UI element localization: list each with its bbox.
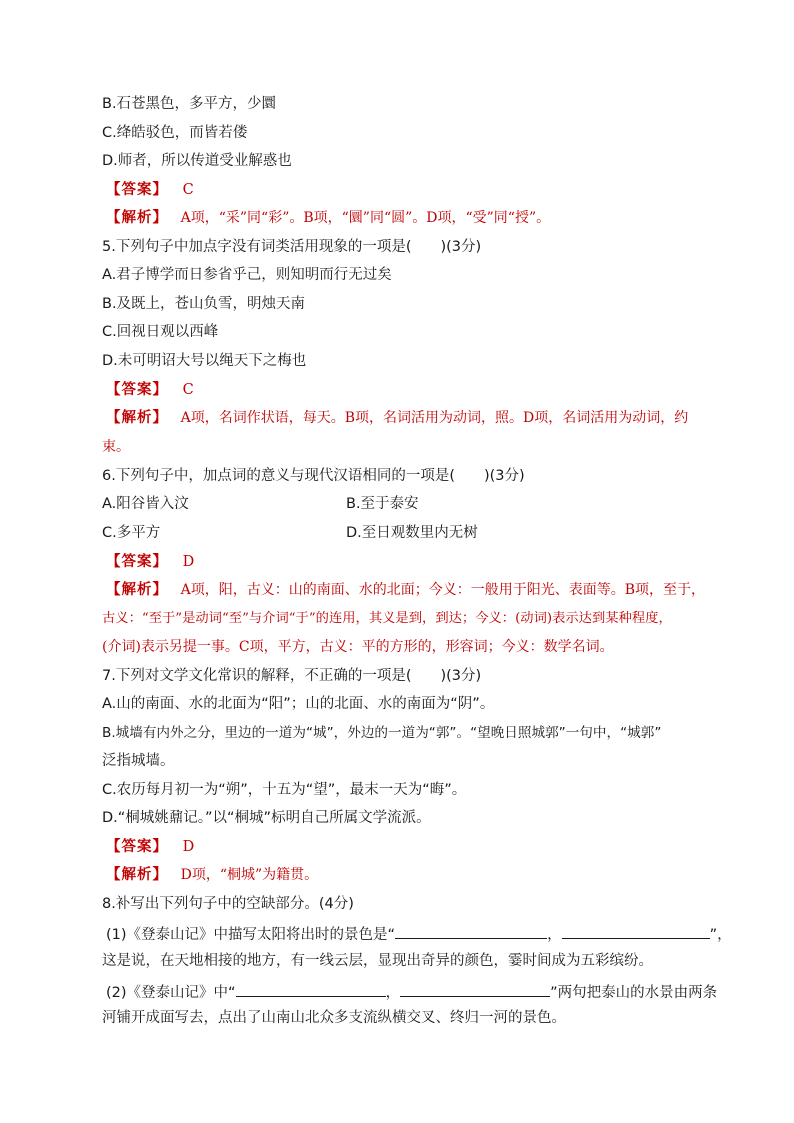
q4-option-d: D.师者，所以传道受业解惑也: [102, 153, 292, 169]
q6-option-d: D.至日观数里内无树: [346, 525, 478, 541]
q6-explanation-2: 古义：“至于”是动词“至”与介词“于”的连用，其义是到，到达；今义：(动词)表示达到某种程度，: [102, 611, 672, 626]
q8-part-1-comma: ，: [547, 927, 562, 943]
q6-option-b: B.至于泰安: [346, 496, 419, 512]
answer-blank[interactable]: [562, 922, 710, 939]
q8-part-1-prefix: (1)《登泰山记》中描写太阳将出时的景色是“: [106, 927, 396, 943]
q5-answer: C: [182, 382, 194, 398]
answer-tag: 【答案】: [106, 554, 168, 570]
answer-tag: 【答案】: [106, 382, 168, 398]
q6-stem: 6.下列句子中，加点词的意义与现代汉语相同的一项是( )(3分): [102, 468, 525, 484]
q7-answer-line: [106, 837, 194, 857]
q6-answer: D: [182, 554, 195, 570]
q5-option-c: C.回视日观以西峰: [102, 324, 219, 340]
explanation-tag: 【解析】: [106, 410, 168, 426]
q6-explanation-1: A项，阳，古义：山的南面、水的北面；今义：一般用于阳光、表面等。B项，至于，: [180, 582, 706, 598]
q8-part-2-comma: ，: [385, 985, 401, 1001]
q8-part-1-suffix: ”，: [709, 927, 732, 943]
q5-option-d: D.未可明诏大号以绳天下之梅也: [102, 353, 307, 369]
q5-explanation-2: 束。: [102, 439, 130, 455]
q6-option-a: A.阳谷皆入汶: [102, 496, 189, 512]
answer-blank[interactable]: [236, 980, 386, 997]
q7-option-b-2: 泛指城墙。: [102, 753, 175, 769]
q6-explanation-3: (介词)表示另提一事。C项，平方，古义：平的方形的，形容词；今义：数学名词。: [102, 639, 614, 655]
q5-explanation-1: A项，名词作状语，每天。B项，名词活用为动词，照。D项，名词活用为动词，约: [180, 410, 689, 426]
q5-answer-line: [106, 380, 194, 400]
q8-part-2-suffix: ”两句把泰山的水景由两条: [550, 985, 718, 1001]
q8-part-1-line: [106, 922, 732, 945]
q6-options-row-1: [102, 494, 189, 514]
q7-option-c: C.农历每月初一为“朔”，十五为“望”，最末一天为“晦”。: [102, 782, 467, 798]
q4-explanation: A项，“采”同“彩”。B项，“圜”同“圆”。D项，“受”同“授”。: [180, 210, 551, 226]
q8-part-2-prefix: (2)《登泰山记》中“: [106, 985, 236, 1001]
q7-answer: D: [182, 839, 195, 855]
q5-stem: 5.下列句子中加点字没有词类活用现象的一项是( )(3分): [102, 239, 482, 255]
q8-part-2-line: [106, 980, 717, 1003]
q8-part-1-explanation: 这是说，在天地相接的地方，有一线云层，显现出奇异的颜色，霎时间成为五彩缤纷。: [102, 953, 653, 969]
q8-stem: 8.补写出下列句子中的空缺部分。(4分): [102, 896, 354, 912]
explanation-tag: 【解析】: [106, 582, 168, 598]
q4-option-b: B.石苍黑色，多平方，少圜: [102, 96, 277, 112]
answer-tag: 【答案】: [106, 182, 168, 198]
q5-option-b: B.及既上，苍山负雪，明烛天南: [102, 296, 306, 312]
q6-option-c: C.多平方: [102, 525, 161, 541]
q4-answer: C: [182, 182, 194, 198]
q7-explanation: D项，“桐城”为籍贯。: [180, 867, 319, 883]
q7-option-b-1: B.城墙有内外之分，里边的一道为“城”，外边的一道为“郭”。“望晚日照城郭”一句中，“城郭”: [102, 725, 662, 741]
answer-blank[interactable]: [400, 980, 550, 997]
q4-answer-line: [106, 180, 194, 200]
explanation-tag: 【解析】: [106, 867, 168, 883]
q7-stem: 7.下列对文学文化常识的解释，不正确的一项是( )(3分): [102, 668, 482, 684]
answer-tag: 【答案】: [106, 839, 168, 855]
q8-part-2-explanation: 河铺开成面写去，点出了山南山北众多支流纵横交叉、终归一河的景色。: [102, 1010, 566, 1026]
q5-option-a: A.君子博学而日参省乎己，则知明而行无过矣: [102, 267, 392, 283]
q4-explanation-line: [106, 208, 550, 228]
q4-option-c: C.绛皓驳色，而皆若偻: [102, 125, 248, 141]
q7-option-a: A.山的南面、水的北面为“阳”；山的北面、水的南面为“阴”。: [102, 696, 495, 712]
q7-explanation-line: [106, 865, 318, 885]
q6-answer-line: [106, 552, 194, 572]
q6-explanation-line-1: [106, 580, 705, 600]
q5-explanation-line-1: [106, 408, 688, 428]
answer-blank[interactable]: [395, 922, 547, 939]
q7-option-d: D.“桐城姚鼐记。”以“桐城”标明自己所属文学流派。: [102, 810, 431, 826]
explanation-tag: 【解析】: [106, 210, 168, 226]
